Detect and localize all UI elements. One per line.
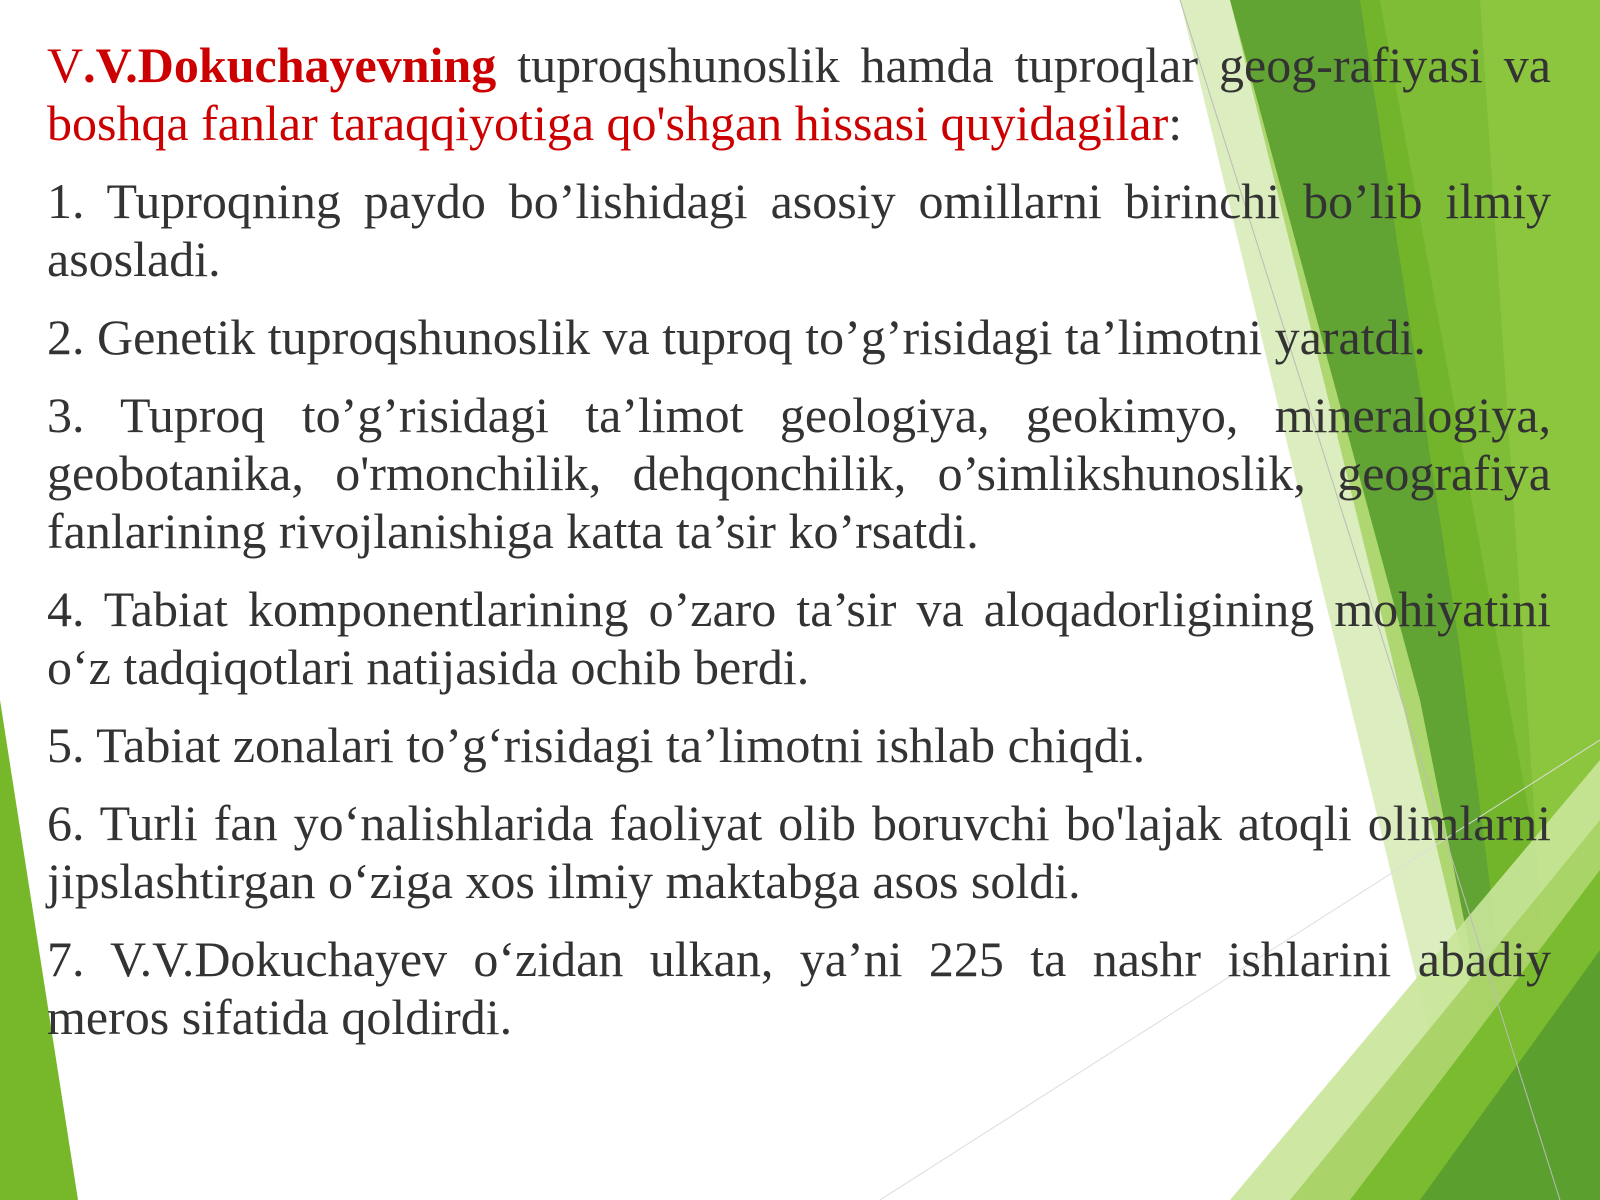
- list-item: 2. Genetik tuproqshunoslik va tuproq to’g’risidagi ta’limotni yaratdi.: [47, 309, 1426, 365]
- list-item: 4. Tabiat komponentlarining o’zaro ta’sir va aloqadorligining mohiyatini o‘z tadqiqotlari natijasida ochib berdi.: [47, 581, 1551, 695]
- list-item: 7. V.V.Dokuchayev o‘zidan ulkan, ya’ni 225 ta nashr ishlarini abadiy meros sifatida qoldirdi.: [47, 931, 1551, 1045]
- list-item: 1. Tuproqning paydo bo’lishidagi asosiy omillarni birinchi bo’lib ilmiy asosladi.: [47, 173, 1551, 287]
- list-item: 5. Tabiat zonalari to’g‘risidagi ta’limotni ishlab chiqdi.: [47, 717, 1146, 773]
- intro-paragraph: [47, 36, 1551, 152]
- list-item: 3. Tuproq to’g’risidagi ta’limot geologiya, geokimyo, mineralogiya, geobotanika, o'rmonchilik, dehqonchilik, o’simlikshunoslik, geografiya fanlarining rivojlanishiga katta ta’sir ko’rsatdi.: [47, 387, 1551, 559]
- intro-v-prefix: V: [47, 37, 84, 93]
- slide-content: [47, 36, 1551, 1066]
- intro-colon: :: [1168, 95, 1183, 151]
- intro-text: tuproqshunoslik hamda tuproqlar geog-rafiyasi va: [496, 37, 1551, 93]
- intro-name: .V.Dokuchayevning: [83, 37, 497, 93]
- list-item: 6. Turli fan yo‘nalishlarida faoliyat olib boruvchi bo'lajak atoqli olimlarni jipslashtirgan o‘ziga xos ilmiy maktabga asos soldi.: [47, 795, 1551, 909]
- intro-highlight: boshqa fanlar taraqqiyotiga qo'shgan hissasi quyidagilar: [47, 95, 1169, 151]
